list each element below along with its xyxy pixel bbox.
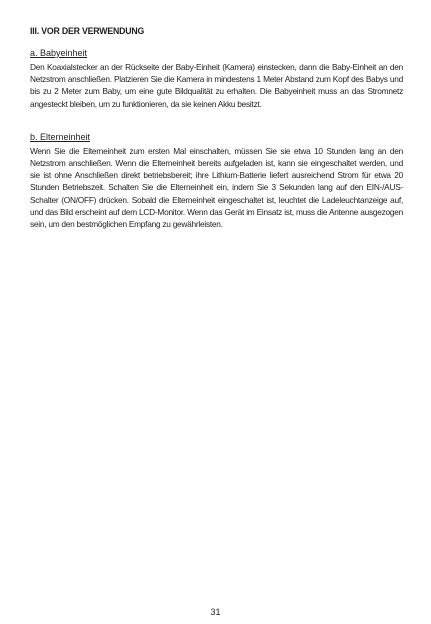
section-babyeinheit	[30, 47, 403, 110]
page-content	[30, 26, 403, 230]
page-number: 31	[210, 607, 221, 617]
paragraph-babyeinheit: Den Koaxialstecker an der Rückseite der Baby-Einheit (Kamera) einstecken, dann die Baby-Einheit an den Netzstrom anschließen. Platzieren Sie die Kamera in mindestens 1 Meter Abstand zum Kopf des Babys und bis zu 2 Meter zum Baby, um eine gute Bildqualität zu erhalten. Die Babyeinheit muss an das Stromnetz angesteckt bleiben, um zu funktionieren, da sie keinen Akku besitzt.	[30, 62, 403, 109]
section-elterneinheit	[30, 131, 403, 230]
paragraph-elterneinheit: Wenn Sie die Elterneinheit zum ersten Mal einschalten, müssen Sie sie etwa 10 Stunden lang an den Netzstrom anschließen. Wenn die Elterneinheit bereits aufgeladen ist, kann sie eingeschaltet werden, und sie ist ohne Anschließen direkt betriebsbereit; ihre Lithium-Batterie liefert ausreichend Strom für etwa 20 Stunden Betriebszeit. Schalten Sie die Elterneinheit ein, indem Sie 3 Sekunden lang auf den EIN-/AUS-Schalter (ON/OFF) drücken. Sobald die Elterneinheit eingeschaltet ist, leuchtet die Ladeleuchtanzeige auf, und das Bild erscheint auf dem LCD-Monitor. Wenn das Gerät im Einsatz ist, muss die Antenne ausgezogen sein, um den bestmöglichen Empfang zu gewährleisten.	[30, 145, 403, 230]
subsection-heading-elterneinheit: b. Elterneinheit	[30, 131, 91, 142]
subsection-heading-babyeinheit: a. Babyeinheit	[30, 48, 88, 58]
section-title: III. VOR DER VERWENDUNG	[30, 26, 145, 37]
